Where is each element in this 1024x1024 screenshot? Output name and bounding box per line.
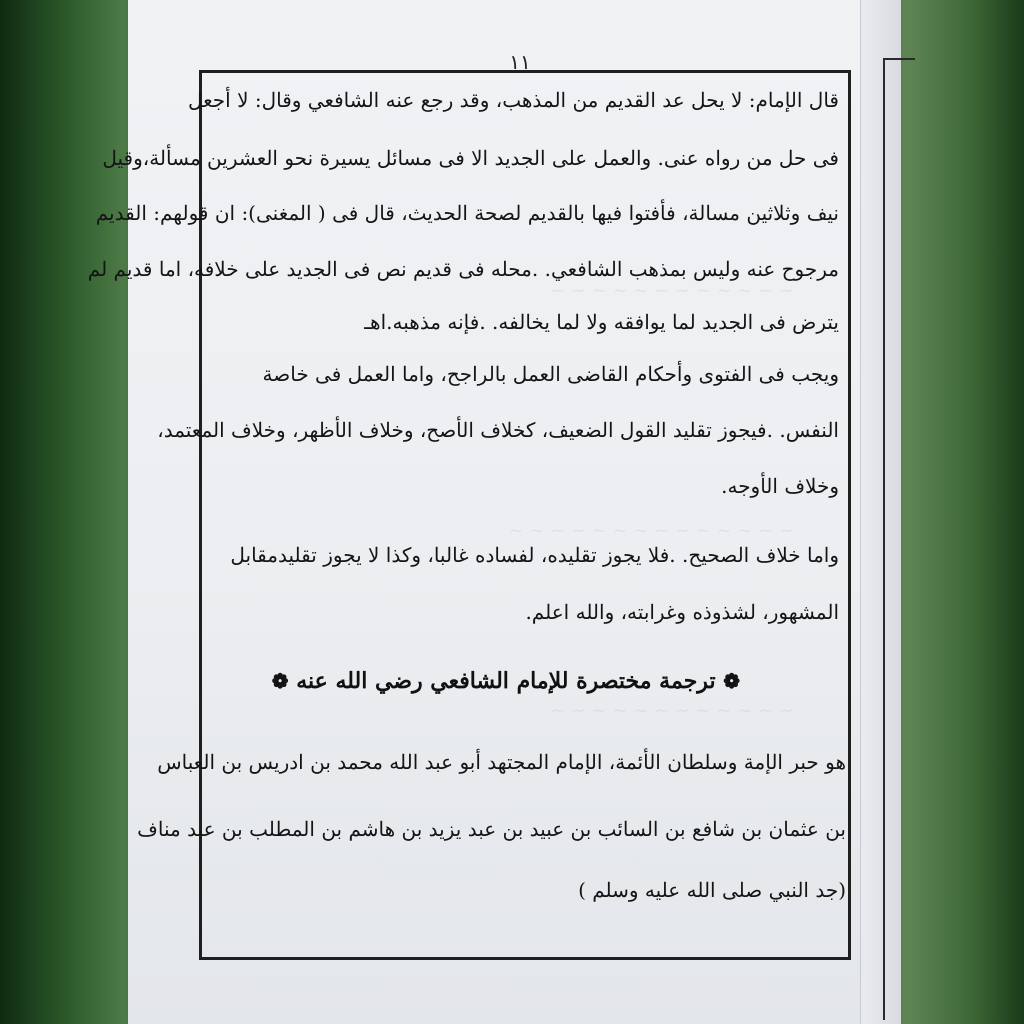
text-line: المشهور، لشذوذه وغرابته، والله اعلم. [525, 600, 839, 624]
text-line: ويجب فى الفتوى وأحكام القاضى العمل بالراجح، واما العمل فى خاصة [262, 362, 839, 386]
text-line: بن عثمان بن شافع بن السائب بن عبيد بن عبد يزيد بن هاشم بن المطلب بن عبد مناف [137, 817, 846, 841]
show-through-texture: ~ ~ ~ ~ ~ ~ ~ ~ ~ ~ ~ ~ ~ ~ [508, 520, 794, 541]
adjacent-page-edge [860, 0, 901, 1024]
section-heading [271, 668, 740, 694]
text-line: وخلاف الأوجه. [721, 474, 839, 498]
text-line: مرجوح عنه وليس بمذهب الشافعي. .محله فى قديم نص فى الجديد على خلافه، اما قديم لم [87, 257, 839, 281]
ornament-icon: ❁ [271, 669, 289, 693]
text-line: هو حبر الإمة وسلطان الأئمة، الإمام المجتهد أبو عبد الله محمد بن ادريس بن العباس [157, 750, 846, 774]
show-through-texture: ~ ~ ~ ~ ~ ~ ~ ~ ~ ~ ~ ~ [550, 700, 794, 721]
text-line: النفس. .فيجوز تقليد القول الضعيف، كخلاف الأصح، وخلاف الأظهر، وخلاف المعتمد، [157, 418, 839, 442]
show-through-texture: ~ ~ ~ ~ ~ ~ ~ ~ ~ ~ ~ ~ [550, 280, 794, 301]
text-line: واما خلاف الصحيح. .فلا يجوز تقليده، لفساده غالبا، وكذا لا يجوز تقليدمقابل [230, 543, 839, 567]
section-heading-text: ترجمة مختصرة للإمام الشافعي رضي الله عنه [296, 668, 716, 694]
text-line: نيف وثلاثين مسالة، فأفتوا فيها بالقديم لصحة الحديث، قال فى ( المغنى): ان قولهم: القديم [95, 201, 839, 225]
ornament-icon: ❁ [723, 669, 740, 693]
text-line: فى حل من رواه عنى. والعمل على الجديد الا فى مسائل يسيرة نحو العشرين مسألة،وقيل [102, 146, 839, 170]
text-line: (جد النبي صلى الله عليه وسلم ) [578, 878, 846, 902]
adjacent-page-frame [883, 58, 915, 1020]
text-line: يترض فى الجديد لما يوافقه ولا لما يخالفه. .فإنه مذهبه.اهـ [364, 310, 839, 334]
page-number: ١١ [509, 50, 531, 74]
text-line: قال الإمام: لا يحل عد القديم من المذهب، وقد رجع عنه الشافعي وقال: لا أجعل [188, 88, 839, 112]
